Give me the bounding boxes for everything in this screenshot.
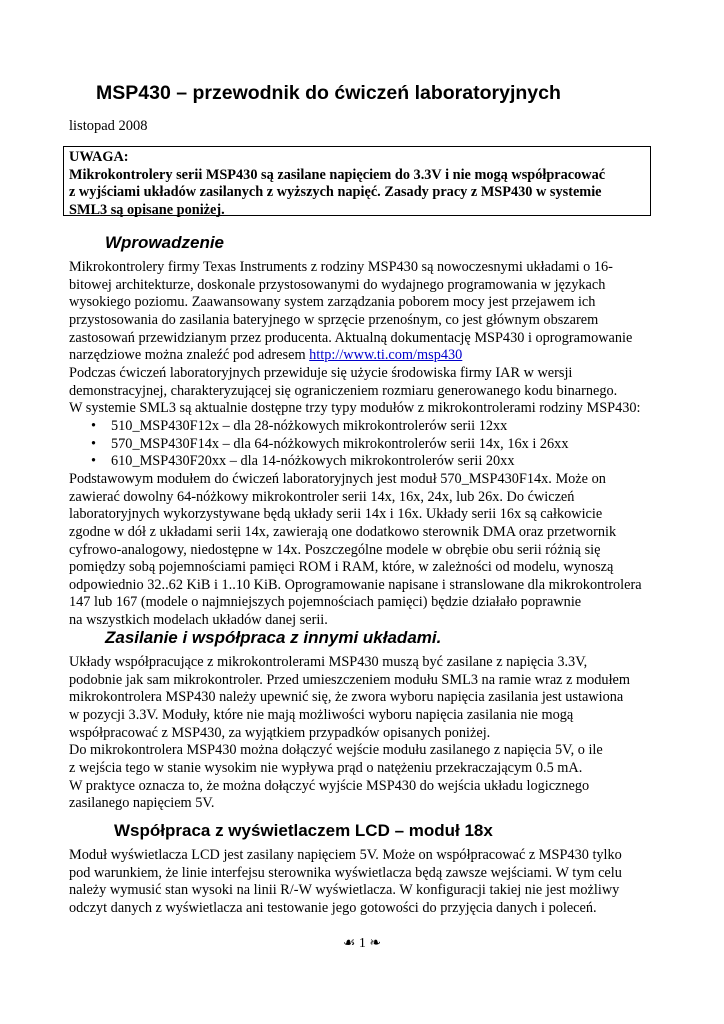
text-line: podobnie jak sam mikrokontroler. Przed umieszczeniem modułu SML3 na ramie wraz z modułem (69, 671, 631, 688)
lcd-text (69, 847, 622, 918)
text-line: odczyt danych z wyświetlacza ani testowanie jego gotowości do przyjęcia danych i poleceń. (69, 899, 597, 916)
list-item (69, 436, 642, 454)
text-line: laboratoryjnych wykorzystywane będą układy serii 14x i 16x. Układy serii 16x są całkowicie (69, 506, 603, 523)
bullet-icon: • (91, 453, 97, 470)
page-number: 1 (358, 936, 366, 951)
text-line: demonstracyjnej, charakteryzującej się ograniczeniem rozmiaru generowanego kodu binarnego. (69, 382, 618, 399)
list-item-text: 510_MSP430F12x – dla 28-nóżkowych mikrokontrolerów serii 12xx (111, 417, 508, 434)
text-line: wysokiego poziomu. Zaawansowany system zarządzania poborem mocy jest przejawem ich (69, 294, 596, 311)
power-supply-text (69, 654, 630, 813)
text-line: zasilanego napięciem 5V. (69, 795, 215, 812)
list-item (69, 418, 642, 436)
text-line: w pozycji 3.3V. Moduły, które nie mają możliwości wyboru napięcia zasilania nie mogą (69, 706, 574, 723)
floral-ornament-left-icon: ☙ (342, 936, 356, 951)
bullet-icon: • (91, 435, 97, 452)
text-line: Moduł wyświetlacza LCD jest zasilany napięciem 5V. Może on współpracować z MSP430 tylko (69, 847, 622, 863)
ti-msp430-link[interactable]: http://www.ti.com/msp430 (309, 347, 463, 364)
text-line: na wszystkich modelach układów danej serii. (69, 612, 328, 629)
module-list (69, 418, 642, 471)
text-line: Podstawowym modułem do ćwiczeń laboratoryjnych jest moduł 570_MSP430F14x. Może on (69, 470, 606, 487)
page-footer (0, 935, 724, 952)
text-line: pod warunkiem, że linie interfejsu sterownika wyświetlacza będą zawsze wejściami. W tym celu (69, 864, 622, 881)
list-item (69, 453, 642, 471)
list-item-text: 610_MSP430F20xx – dla 14-nóżkowych mikrokontrolerów serii 20xx (111, 453, 515, 470)
list-item-text: 570_MSP430F14x – dla 64-nóżkowych mikrokontrolerów serii 14x, 16x i 26xx (111, 435, 569, 452)
text-line: pomiędzy sobą pojemnościami pamięci ROM i RAM, które, w zależności od modelu, wynoszą (69, 559, 614, 576)
text-line: bitowej architekturze, doskonale przystosowanymi do wydajnego programowania w językach (69, 276, 606, 293)
text-line: Mikrokontrolery firmy Texas Instruments z rodziny MSP430 są nowoczesnymi układami o 16- (69, 259, 613, 275)
section-heading-power-supply: Zasilanie i współpraca z innymi układami. (105, 628, 442, 647)
notice-line: Mikrokontrolery serii MSP430 są zasilane napięciem do 3.3V i nie mogą współpracować (69, 166, 606, 183)
text-line (69, 347, 642, 365)
text-line: zawierać dowolny 64-nóżkowy mikrokontroler serii 14x, 16x, 24x, lub 26x. Do ćwiczeń (69, 488, 575, 505)
text-line: Podczas ćwiczeń laboratoryjnych przewiduje się użycie środowiska firmy IAR w wersji (69, 364, 573, 381)
document-date: listopad 2008 (69, 118, 148, 134)
text-line: odpowiednio 32..62 KiB i 1..10 KiB. Oprogramowanie napisane i stranslowane dla mikrokontrolera (69, 576, 642, 593)
text-fragment: narzędziowe można znaleźć pod adresem (69, 347, 310, 364)
notice-line: UWAGA: (69, 149, 129, 165)
notice-line: z wyjściami układów zasilanych z wyższych napięć. Zasady pracy z MSP430 w systemie (69, 184, 602, 201)
text-line: Układy współpracujące z mikrokontrolerami MSP430 muszą być zasilane z napięcia 3.3V, (69, 654, 588, 670)
text-line: współpracować z MSP430, za wyjątkiem przypadków opisanych poniżej. (69, 724, 491, 741)
text-line: 147 lub 167 (modele o najmniejszych pojemnościach pamięci) będzie działało poprawnie (69, 594, 582, 611)
floral-ornament-right-icon: ❧ (369, 936, 382, 951)
bullet-icon: • (91, 417, 97, 434)
section-heading-introduction: Wprowadzenie (105, 233, 225, 252)
warning-notice-box (63, 146, 651, 219)
text-line: Do mikrokontrolera MSP430 można dołączyć wejście modułu zasilanego z napięcia 5V, o ile (69, 742, 603, 759)
text-line: z wejścia tego w stanie wysokim nie wypływa prąd o natężeniu przekraczającym 0.5 mA. (69, 759, 583, 776)
text-line: zgodne w dół z układami serii 14x, zawierają one dodatkowo sterownik DMA oraz przetwornik (69, 523, 617, 540)
document-title: MSP430 – przewodnik do ćwiczeń laboratoryjnych (96, 82, 561, 104)
text-line: przystosowania do zasilania bateryjnego w sprzęcie przenośnym, co jest głównym obszarem (69, 311, 599, 328)
text-line: zastosowań przewidzianym przez producenta. Aktualną dokumentację MSP430 i oprogramowanie (69, 329, 633, 346)
text-line: mikrokontrolera MSP430 należy upewnić się, że zwora wyboru napięcia zasilania jest ustawiona (69, 689, 624, 706)
notice-line: SML3 są opisane poniżej. (69, 202, 225, 219)
text-line: W systemie SML3 są aktualnie dostępne trzy typy modułów z mikrokontrolerami rodziny MSP430: (69, 400, 641, 417)
section-heading-lcd: Współpraca z wyświetlaczem LCD – moduł 18x (114, 821, 493, 840)
introduction-text (69, 259, 642, 630)
text-line: W praktyce oznacza to, że można dołączyć wyjście MSP430 do wejścia układu logicznego (69, 777, 590, 794)
text-line: cyfrowo-analogowy, niedostępne w 14x. Poszczególne modele w obrębie obu serii różnią się (69, 541, 601, 558)
text-line: należy wymusić stan wysoki na linii R/-W wyświetlacza. W konfiguracji takiej nie jest możliwy (69, 882, 620, 899)
